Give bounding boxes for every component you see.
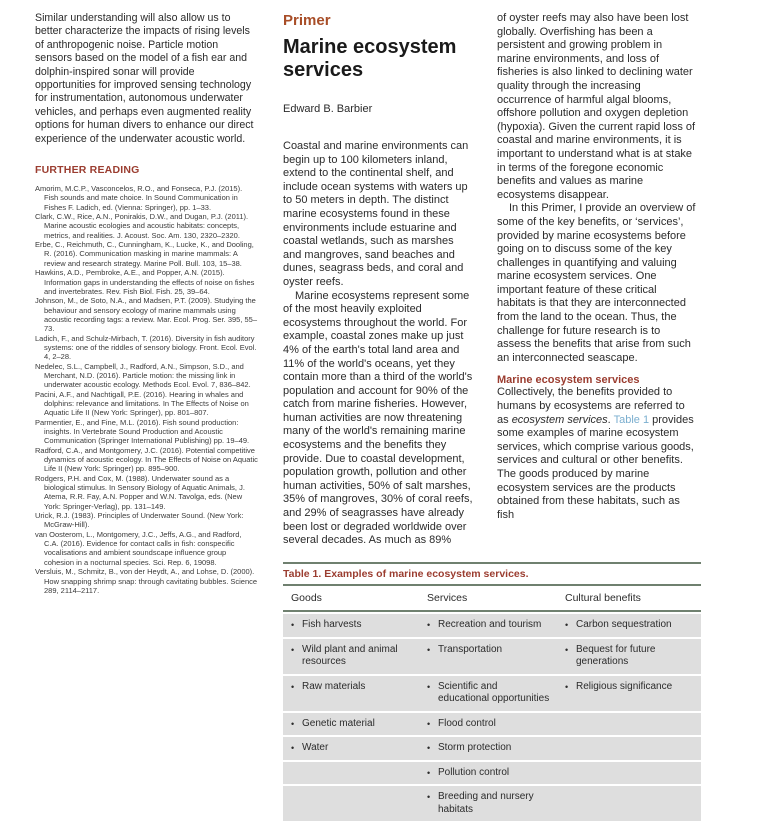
- table-cell: [419, 639, 557, 674]
- table-cell: [557, 786, 701, 821]
- table-cell: [283, 786, 419, 821]
- bullet-icon: •: [427, 644, 431, 655]
- reference-item: Amorim, M.C.P., Vasconcelos, R.O., and Fonseca, P.J. (2015). Fish sounds and mate choice. In Sound Communication in Fishes F. Ladich, ed. (Vienna: Springer), pp. 1–33.: [35, 184, 243, 212]
- bullet-icon: •: [291, 620, 295, 630]
- author-name: Edward B. Barbier: [283, 103, 373, 115]
- body-paragraph: In this Primer, I provide an overview of some of the key benefits, or ‘services’, provided by marine ecosystems before going on to discuss some of the key challenges in quantifying and valuing marine ecosystem services. One important feature of these critical habitats is that they are interconnected from the land to the ocean. Thus, the challenge for future research is to assess the benefits that arise from such an interconnected seascape.: [497, 202, 696, 364]
- bullet-icon: •: [291, 644, 295, 655]
- table-cell: [557, 737, 701, 760]
- table-row: [283, 639, 701, 674]
- table-1: [283, 562, 701, 823]
- bullet-icon: •: [427, 718, 431, 729]
- table-cell-text: Raw materials: [302, 680, 366, 692]
- table-cell-text: Breeding and nursery habitats: [438, 791, 534, 815]
- table-1-link[interactable]: Table 1: [613, 413, 650, 426]
- table-cell-text: Carbon sequestration: [576, 619, 672, 630]
- table-cell: [557, 676, 701, 711]
- table-cell: [419, 762, 557, 785]
- table-row: [283, 762, 701, 785]
- middle-column: [283, 12, 474, 548]
- table-cell: [419, 786, 557, 821]
- body-paragraph: of oyster reefs may also have been lost globally. Overfishing has been a persistent and growing problem in marine environments, and loss of fisheries is also linked to declining water quality through the increasing occurrence of harmful algal blooms, offshore pollution and oxygen depletion (hypoxia). Given the current rapid loss of coastal and marine environments, it is important to understand what is at stake in terms of the foregone economic benefits and values as marine ecosystems disappear.: [497, 12, 696, 201]
- table-cell: [557, 614, 701, 637]
- table-cell: [283, 737, 419, 760]
- reference-item: Pacini, A.F., and Nachtigall, P.E. (2016). Hearing in whales and dolphins: relevance and limitations. In The Effects of Noise on Aquatic Life II (New York: Springer), pp. 801–807.: [35, 389, 249, 418]
- table-cell-text: Wild plant and animal resources: [302, 643, 398, 667]
- table-cell-text: Storm protection: [438, 742, 512, 753]
- body-paragraph: Marine ecosystems represent some of the most heavily exploited ecosystems throughout the world. For example, coastal zones make up just 4% of the earth's total land area and 11% of the world's oceans, yet they contain more than a third of the world's population and account for 90% of the catch from marine fisheries. However, human activities are now threatening many of the world's remaining marine ecosystems and the benefits they provide. Due to coastal development, population growth, pollution and other human activities, 50% of salt marshes, 35% of mangroves, 30% of coral reefs, and 29% of seagrasses have already been lost or degraded worldwide over several decades. As much as 89%: [283, 289, 473, 547]
- table-cell-text: Genetic material: [302, 717, 375, 729]
- table-cell: [557, 713, 701, 736]
- table-row: [283, 713, 701, 736]
- table-cell: [283, 713, 419, 736]
- table-cell-text: Religious significance: [576, 680, 673, 692]
- table-cell: [419, 713, 557, 736]
- bullet-icon: •: [291, 718, 295, 729]
- table-cell-text: Pollution control: [438, 766, 510, 778]
- table-cell-text: Recreation and tourism: [438, 619, 542, 630]
- table-header-cultural: Cultural benefits: [565, 592, 641, 604]
- table-cell-text: Bequest for future generations: [576, 643, 656, 667]
- table-header-row: [283, 586, 701, 610]
- section-subheading: Marine ecosystem services: [497, 374, 640, 387]
- table-row: [283, 786, 701, 821]
- italic-term: ecosystem services: [511, 413, 608, 426]
- reference-item: Urick, R.J. (1983). Principles of Underwater Sound. (New York: McGraw-Hill).: [35, 511, 244, 530]
- bullet-icon: •: [565, 620, 569, 630]
- paragraph-text: .: [607, 413, 614, 426]
- paragraph-text: Collectively, the benefits provided to humans by ecosystems are referred to as: [497, 386, 685, 426]
- table-row: [283, 737, 701, 760]
- table-row: [283, 614, 701, 637]
- table-cell-text: Flood control: [438, 717, 496, 729]
- left-column: [35, 12, 258, 595]
- reference-item: van Oosterom, L., Montgomery, J.C., Jeffs, A.G., and Radford, C.A. (2016). Evidence for contact calls in fish: conspecific vocalisations and ambient soundscape influence group cohesion in a nocturnal species. Sci. Rep. 6, 19098.: [35, 529, 242, 567]
- reference-item: Hawkins, A.D., Pembroke, A.E., and Popper, A.N. (2015). Information gaps in understanding the effects of noise on fishes and invertebrates. Rev. Fish Biol. Fish. 25, 39–64.: [35, 268, 255, 296]
- reference-item: Erbe, C., Reichmuth, C., Cunningham, K., Lucke, K., and Dooling, R. (2016). Communication masking in marine mammals: A review and research strategy. Marine Poll. Bull. 103, 15–38.: [35, 240, 254, 268]
- bullet-icon: •: [291, 681, 295, 692]
- table-header-services: Services: [427, 592, 468, 604]
- table-cell-text: Scientific and educational opportunities: [438, 680, 550, 704]
- table-cell-text: Water: [302, 742, 329, 753]
- table-rule: [283, 610, 701, 612]
- table-body: [283, 614, 701, 821]
- table-cell: [283, 614, 419, 637]
- reference-item: Versluis, M., Schmitz, B., von der Heydt, A., and Lohse, D. (2000). How snapping shrimp snap: through cavitating bubbles. Science 289, 2114–2117.: [35, 567, 258, 595]
- table-title: Table 1. Examples of marine ecosystem services.: [283, 568, 529, 580]
- paragraph-text: provides some examples of marine ecosystem services, which comprise various goods, services and cultural or other benefits. The goods produced by marine ecosystem services are the products obtained from these habitats, such as fish: [497, 413, 694, 521]
- further-reading-heading: FURTHER READING: [35, 164, 140, 177]
- reference-item: Parmentier, E., and Fine, M.L. (2016). Fish sound production: insights. In Vertebrate Sound Production and Acoustic Communication (Springer International Publishing) pp. 19–49.: [35, 417, 250, 446]
- table-cell: [557, 762, 701, 785]
- reference-item: Ladich, F., and Schulz-Mirbach, T. (2016). Diversity in fish auditory systems: one of the riddles of sensory biology. Front. Ecol. Evol. 4, 2–28.: [35, 333, 257, 362]
- article-title: Marine ecosystem services: [283, 36, 457, 81]
- bullet-icon: •: [427, 792, 431, 802]
- bullet-icon: •: [427, 767, 431, 778]
- bullet-icon: •: [427, 620, 431, 630]
- right-column: [497, 12, 697, 522]
- table-cell: [419, 676, 557, 711]
- table-cell: [283, 762, 419, 785]
- table-cell-text: Transportation: [438, 643, 503, 655]
- bullet-icon: •: [427, 681, 431, 692]
- reference-item: Radford, C.A., and Montgomery, J.C. (2016). Potential competitive dynamics of acoustic ecology. In The Effects of Noise on Aquatic Life II (New York: Springer) pp. 895–900.: [35, 445, 258, 474]
- table-cell: [283, 639, 419, 674]
- body-paragraph: Coastal and marine environments can begin up to 100 kilometers inland, extend to the continental shelf, and include ocean systems with waters up to 50 meters in depth. The distinct marine ecosystems found in these environments include estuarine and coastal wetlands, such as marshes and mangroves, sand beaches and dunes, seagrass beds, and coral and oyster reefs.: [283, 140, 469, 288]
- table-cell-text: Fish harvests: [302, 619, 362, 630]
- bullet-icon: •: [565, 681, 569, 692]
- table-header-goods: Goods: [291, 592, 322, 604]
- table-cell: [419, 737, 557, 760]
- bullet-icon: •: [427, 743, 431, 753]
- body-paragraph: [497, 386, 697, 522]
- reference-item: Clark, C.W., Rice, A.N., Ponirakis, D.W., and Dugan, P.J. (2011). Marine acoustic ecologies and acoustic habitats: concepts, metrics, and realities. J. Acoust. Soc. Am. 130, 2320–2320.: [35, 212, 249, 240]
- table-cell: [557, 639, 701, 674]
- bullet-icon: •: [291, 743, 295, 753]
- reference-item: Rodgers, P.H. and Cox, M. (1988). Underwater sound as a biological stimulus. In Sensory Biology of Aquatic Animals, J. Atema, R.R. Fay, A.N. Popper and W.N. Tavolga, eds. (New York: Springer-Verlag), pp. 131–149.: [35, 473, 245, 511]
- table-row: [283, 676, 701, 711]
- table-cell: [283, 676, 419, 711]
- intro-paragraph: Similar understanding will also allow us to better characterize the impacts of rising levels of anthropogenic noise. Particle motion sensors based on the model of a fish ear and dolphin-inspired sonar will provide opportunities for improved sensing technology for instrumentation, autonomous underwater vehicles, and perhaps even augmented reality options for human divers to enhance our direct experience of the underwater acoustic world.: [35, 12, 254, 145]
- reference-item: Johnson, M., de Soto, N.A., and Madsen, P.T. (2009). Studying the behaviour and sensory ecology of marine mammals using acoustic recording tags: a review. Mar. Ecol. Prog. Ser. 395, 55–73.: [35, 296, 258, 334]
- reference-item: Nedelec, S.L., Campbell, J., Radford, A.N., Simpson, S.D., and Merchant, N.D. (2016). Particle motion: the missing link in underwater acoustic ecology. Methods Ecol. Evol. 7, 836–842.: [35, 361, 251, 390]
- table-cell: [419, 614, 557, 637]
- bullet-icon: •: [565, 644, 569, 655]
- references-list: [35, 184, 258, 595]
- section-kicker: Primer: [283, 12, 331, 29]
